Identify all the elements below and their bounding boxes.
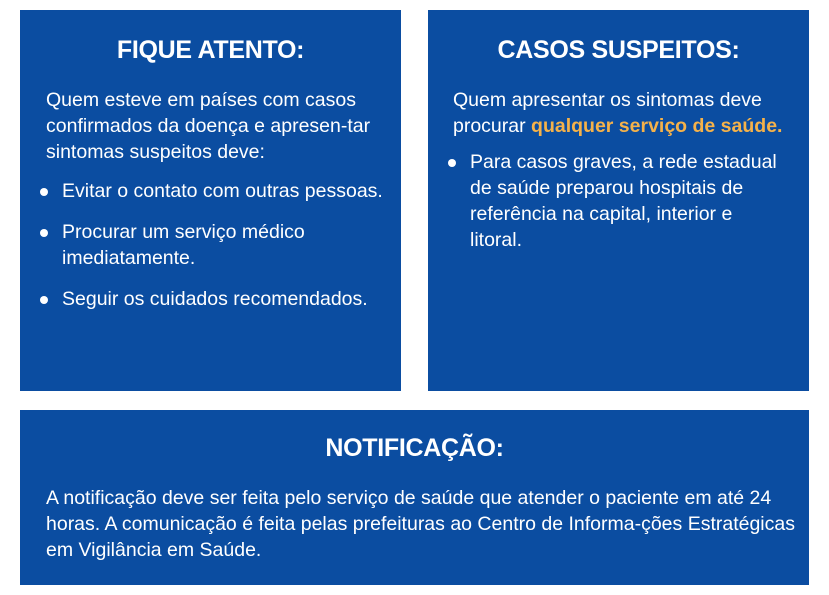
fique-atento-title: FIQUE ATENTO: (116, 36, 305, 64)
bullet-dot-icon (40, 188, 48, 196)
list-item (448, 149, 778, 253)
fique-atento-list (40, 178, 385, 312)
bullet-dot-icon (448, 159, 456, 167)
casos-suspeitos-panel (428, 10, 809, 391)
list-item (40, 178, 385, 204)
notificacao-title: NOTIFICAÇÃO: (325, 434, 504, 462)
list-item-text: Evitar o contato com outras pessoas. (62, 180, 383, 202)
list-item (40, 286, 385, 312)
bullet-dot-icon (40, 229, 48, 237)
notificacao-panel (20, 410, 809, 585)
casos-suspeitos-title: CASOS SUSPEITOS: (497, 36, 740, 64)
casos-suspeitos-intro (453, 87, 803, 139)
list-item-text: Seguir os cuidados recomendados. (62, 288, 368, 310)
bullet-dot-icon (40, 296, 48, 304)
notificacao-body: A notificação deve ser feita pelo serviço de saúde que atender o paciente em até 24 horas. A comunicação é feita pelas prefeituras ao Centro de Informa-ções Estratégicas em Vigilância em Saúde. (46, 487, 795, 561)
list-item (40, 219, 385, 271)
list-item-text: Procurar um serviço médico imediatamente. (62, 221, 305, 269)
casos-suspeitos-intro-text: Quem apresentar os sintomas deve procurar (453, 89, 762, 137)
fique-atento-panel (20, 10, 401, 391)
highlighted-service-text: qualquer serviço de saúde. (531, 115, 783, 137)
list-item-text: Para casos graves, a rede estadual de saúde preparou hospitais de referência na capital, interior e litoral. (470, 151, 777, 251)
casos-suspeitos-list (448, 149, 778, 253)
fique-atento-intro: Quem esteve em países com casos confirmados da doença e apresen-tar sintomas suspeitos deve: (46, 89, 371, 163)
